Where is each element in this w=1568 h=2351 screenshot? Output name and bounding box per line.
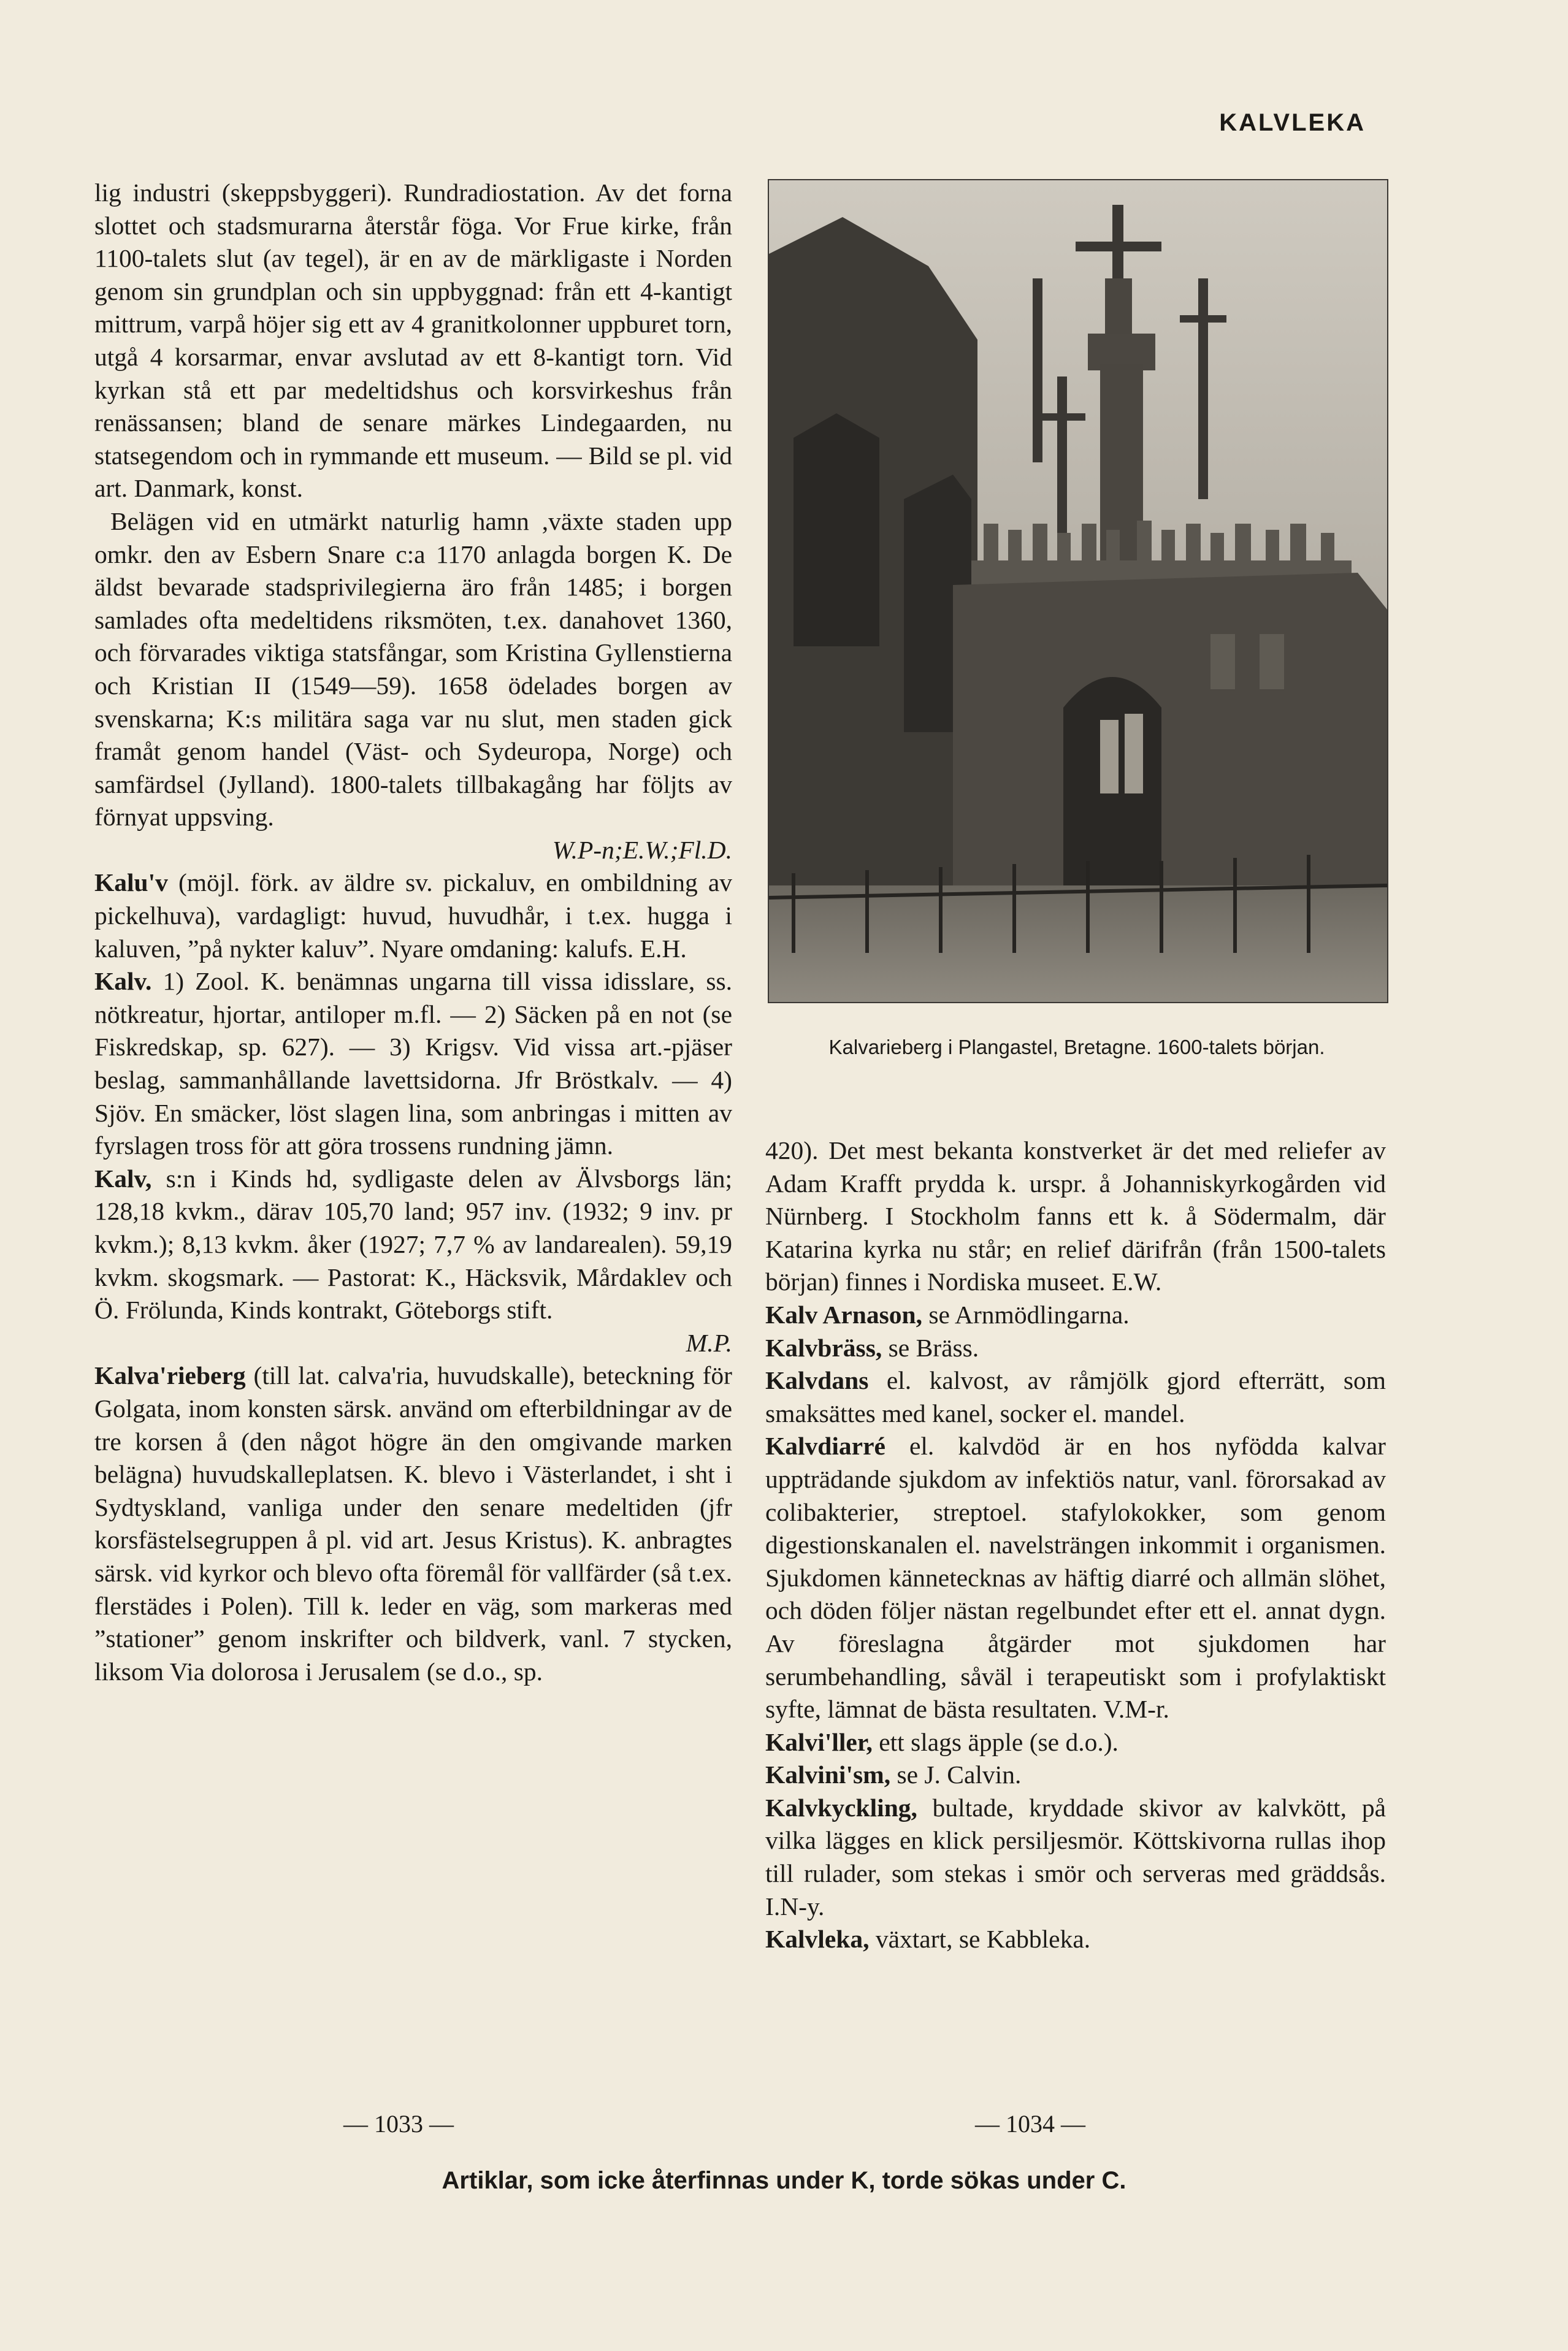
entry-kalvinism (765, 1759, 1386, 1792)
entry-kaluv (94, 866, 732, 965)
entry-text: bultade, kryddade skivor av kalvkött, på vilka lägges en klick persiljesmör. Köttskivorna rullas ihop till rulader, som stekas i smör och serveras med gräddsås. I.N-y. (765, 1793, 1386, 1921)
entry-text: (möjl. förk. av äldre sv. pickaluv, en ombildning av pickelhuva), vardagligt: huvud, huvudhår, i t.ex. hugga i kaluven, ”på nykter kaluv”. Nyare omdaning: kalufs. E.H. (94, 868, 732, 963)
entry-kalvdiarre (765, 1430, 1386, 1726)
page-number-left: — 1033 — (343, 2110, 454, 2138)
left-column (94, 177, 732, 1688)
calvary-photograph (768, 179, 1388, 1003)
entry-headword: Kalvleka, (765, 1925, 870, 1954)
figure-caption: Kalvarieberg i Plangastel, Bretagne. 1600-talets början. (828, 1036, 1325, 1058)
entry-text: se Arnmödlingarna. (922, 1300, 1130, 1329)
entry-kalvdans (765, 1364, 1386, 1430)
entry-kalv-arnason (765, 1299, 1386, 1332)
entry-kalviller (765, 1726, 1386, 1759)
entry-headword: Kalvini'sm, (765, 1760, 891, 1789)
entry-headword: Kalvbräss, (765, 1333, 882, 1362)
entry-headword: Kalvkyckling, (765, 1793, 917, 1822)
paragraph: 420). Det mest bekanta konstverket är det med reliefer av Adam Krafft prydda k. urspr. å Johanniskyrkogården vid Nürnberg. I Stockholm fanns ett k. å Södermalm, där Katarina kyrka nu står; en relief därifrån (från 1500-talets början) finnes i Nordiska museet. E.W. (765, 1136, 1386, 1296)
entry-kalvbrass (765, 1332, 1386, 1365)
entry-headword: Kalva'rieberg (94, 1361, 246, 1390)
page-number-right: — 1034 — (975, 2110, 1085, 2138)
entry-text: se Bräss. (882, 1333, 979, 1362)
author-signature: W.P-n;E.W.;Fl.D. (552, 835, 732, 864)
entry-headword: Kalv, (94, 1164, 152, 1193)
entry-kalv-socken (94, 1163, 732, 1327)
entry-headword: Kalu'v (94, 868, 168, 897)
entry-text: s:n i Kinds hd, sydligaste delen av Älvsborgs län; 128,18 kvkm., därav 105,70 land; 957 inv. (1932; 9 inv. pr kvkm.); 8,13 kvkm. åker (1927; 7,7 % av landarealen). 59,19 kvkm. skogsmark. — Pastorat: K., Häcksvik, Mårdaklev och Ö. Frölunda, Kinds kontrakt, Göteborgs stift. (94, 1164, 732, 1325)
entry-headword: Kalvdans (765, 1366, 869, 1395)
entry-kalvarieberg (94, 1359, 732, 1688)
entry-headword: Kalv. (94, 967, 152, 996)
entry-text: el. kalvost, av råmjölk gjord efterrätt, som smaksättes med kanel, socker el. mandel. (765, 1366, 1386, 1428)
author-signature: M.P. (686, 1328, 732, 1357)
paragraph: lig industri (skeppsbyggeri). Rundradiostation. Av det forna slottet och stadsmurarna återstår föga. Vor Frue kirke, från 1100-talets slut (av tegel), är en av de märkligaste i Norden genom sin grundplan och sin uppbyggnad: från ett 4-kantigt mittrum, varpå höjer sig ett av 4 granitkolonner uppburet torn, utgå 4 korsarmar, envar avslutad av ett 8-kantigt torn. Vid kyrkan stå ett par medeltidshus och korsvirkeshus från renässansen; bland de senare märkes Lindegaarden, nu statsegendom och in rymmande ett museum. — Bild se pl. vid art. Danmark, konst. (94, 178, 732, 503)
entry-text: ett slags äpple (se d.o.). (872, 1727, 1119, 1756)
entry-kalv-zool (94, 965, 732, 1163)
entry-text: se J. Calvin. (890, 1760, 1022, 1789)
right-column (765, 1134, 1386, 1956)
paragraph: Belägen vid en utmärkt naturlig hamn ,växte staden upp omkr. den av Esbern Snare c:a 1170 anlagda borgen K. De äldst bevarade stadsprivilegierna äro från 1485; i borgen samlades ofta medeltidens riksmöten, t.ex. danahovet 1360, och förvarades viktiga statsfångar, som Kristina Gyllenstierna och Kristian II (1549—59). 1658 ödelades borgen av svenskarna; K:s militära saga var nu slut, men staden gick framåt genom handel (Väst- och Sydeuropa, Norge) och samfärdsel (Jylland). 1800-talets tillbakagång har följts av förnyat uppsving. (94, 507, 732, 831)
entry-text: (till lat. calva'ria, huvudskalle), beteckning för Golgata, inom konsten särsk. använd om efterbildningar av de tre korsen å (den något högre än den omgivande marken belägna) huvudskalleplatsen. K. blevo i Västerlandet, i sht i Sydtyskland, vanliga under den senare medeltiden (jfr korsfästelsegruppen å pl. vid art. Jesus Kristus). K. anbragtes särsk. vid kyrkor och blevo ofta föremål för vallfärder (så t.ex. flerstädes i Polen). Till k. leder en väg, som markeras med ”stationer” genom inskrifter och bildverk, vanl. 7 stycken, liksom Via dolorosa i Jerusalem (se d.o., sp. (94, 1361, 732, 1686)
entry-headword: Kalv Arnason, (765, 1300, 922, 1329)
entry-headword: Kalvdiarré (765, 1432, 885, 1461)
entry-text: el. kalvdöd är en hos nyfödda kalvar uppträdande sjukdom av infektiös natur, vanl. förorsakad av colibakterier, streptoel. stafylokokker, som genom digestionskanalen el. navelsträngen inkommit i organismen. Sjukdomen kännetecknas av häftig diarré och allmän slöhet, och döden följer nästan regelbundet efter ett el. annat dygn. Av föreslagna åtgärder mot sjukdomen har serumbehandling, såväl i terapeutiskt som i profylaktiskt syfte, lämnat de bästa resultaten. V.M-r. (765, 1432, 1386, 1724)
entry-kalvleka (765, 1923, 1386, 1956)
entry-kalvkyckling (765, 1792, 1386, 1923)
running-head: KALVLEKA (1219, 109, 1366, 136)
entry-text: växtart, se Kabbleka. (869, 1925, 1091, 1954)
footer-note: Artiklar, som icke återfinnas under K, torde sökas under C. (442, 2167, 1126, 2194)
entry-headword: Kalvi'ller, (765, 1727, 873, 1756)
calvary-illustration (769, 180, 1387, 1002)
entry-text: 1) Zool. K. benämnas ungarna till vissa idisslare, ss. nötkreatur, hjortar, antiloper m.fl. — 2) Säcken på en not (se Fiskredskap, sp. 627). — 3) Krigsv. Vid vissa art.-pjäser beslag, sammanhållande lavettsidorna. Jfr Bröstkalv. — 4) Sjöv. En smäcker, löst slagen lina, som anbringas i mitten av fyrslagen tross för att göra trossens rundning jämn. (94, 967, 732, 1160)
